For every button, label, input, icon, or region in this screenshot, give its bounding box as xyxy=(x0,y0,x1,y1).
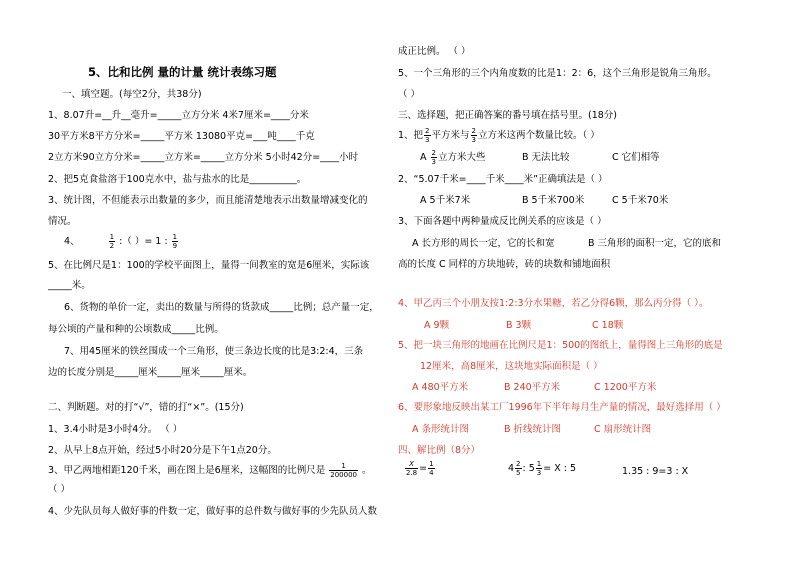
choice-1-fraction-2: $\frac{2}{3}$ xyxy=(471,127,476,144)
choice-4: 4、甲乙丙三个小朋友按1:2:3分水果糖，若乙分得6颗，那么丙分得（ ）。 xyxy=(398,298,709,309)
section-2-heading: 二、判断题。对的打“√”，错的打“×”。(15分) xyxy=(48,402,244,413)
judge-3-scale-fraction: $\frac{1}{200000}$ xyxy=(330,462,357,479)
choice-2-option-c: C 5千米70米 xyxy=(612,195,669,206)
choice-1-prefix: 1、把 xyxy=(398,130,424,141)
proportion-3: 1.35 : 9=3 : X xyxy=(622,466,689,477)
section-1-heading: 一、填空题。(每空2分，共38分) xyxy=(62,89,202,100)
q4-prefix: 4、 xyxy=(64,236,80,247)
judge-3-mark: 。 xyxy=(362,465,372,476)
proportion-2-fraction-2: $\frac{1}{3}$ xyxy=(536,460,542,477)
q6-line2: 每公顷的产量和种的公顷数成_____比例。 xyxy=(48,324,224,335)
choice-4-option-c: C 18颗 xyxy=(592,320,624,331)
judge-3 xyxy=(48,462,372,479)
choice-6: 6、要形象地反映出某工厂1996年下半年每月生产量的情况，最好选择用（ ） xyxy=(398,402,726,413)
choice-3-continued: 高的长度 C 同样的方块地砖，砖的块数和铺地面积 xyxy=(398,259,611,270)
choice-6-option-a: A 条形统计图 xyxy=(412,424,470,435)
q4-fraction-b: $\frac{1}{9}$ xyxy=(172,233,178,250)
proportion-1-lhs: $\frac{X}{2.8}$ xyxy=(406,460,418,477)
choice-6-option-c: C 扇形统计图 xyxy=(594,424,652,435)
choice-5-line2: 12厘米，高8厘米，这块地实际面积是（ ） xyxy=(420,361,603,372)
choice-4-option-b: B 3颗 xyxy=(506,320,532,331)
proportion-2-fraction-1: $\frac{2}{5}$ xyxy=(516,460,521,477)
judge-3-text: 3、甲乙两地相距120千米，画在图上是6厘米，这幅图的比例尺是 xyxy=(48,465,326,476)
judge-5-paren: （ ） xyxy=(398,89,421,100)
judge-3-paren: （ ） xyxy=(48,484,71,495)
proportion-1-rhs: $\frac{1}{4}$ xyxy=(429,460,434,477)
choice-2-option-a: A 5千米7米 xyxy=(420,195,471,206)
choice-6-option-b: B 折线统计图 xyxy=(504,424,562,435)
section-3-heading: 三、选择题，把正确答案的番号填在括号里。(18分) xyxy=(398,110,618,121)
q1-line3: 2立方米90立方分米=_____立方米=_____立方分米 5小时42分=____小时 xyxy=(48,152,359,163)
q2: 2、把5克食盐溶于100克水中，盐与盐水的比是__________。 xyxy=(48,174,307,185)
q5-line1: 5、在比例尺是1：100的学校平面图上，量得一间教室的宽是6厘米，实际该 xyxy=(48,260,370,271)
judge-2: 2、从早上8点开始，经过5小时20分是下午1点20分。 xyxy=(48,445,277,456)
q1-line2: 30平方米8平方分米=_____平方米 13080平克=___吨____千克 xyxy=(48,131,315,142)
choice-1-mid: 平方米与 xyxy=(431,130,470,141)
q3-line2: 情况。 xyxy=(48,216,77,227)
judge-4: 4、少先队员每人做好事的件数一定，做好事的总件数与做好事的少先队员人数 xyxy=(48,506,378,517)
choice-5-option-a: A 480平方米 xyxy=(412,382,469,393)
q4 xyxy=(64,233,179,250)
choice-3-option-b: B 三角形的面积一定，它的底和 xyxy=(588,238,722,249)
section-4-heading: 四、解比例（8分） xyxy=(398,445,481,456)
choice-5-line1: 5、把一块三角形的地画在比例尺是1：500的图纸上，量得图上三角形的底是 xyxy=(398,340,723,351)
q5-line2: _____米。 xyxy=(48,280,91,291)
choice-4-option-a: A 9颗 xyxy=(424,320,450,331)
choice-3-option-a: A 长方形的周长一定，它的长和宽 xyxy=(412,238,555,249)
choice-5-option-c: C 1200平方米 xyxy=(594,382,657,393)
choice-2-option-b: B 5千米700米 xyxy=(522,195,585,206)
choice-1-suffix: 立方米这两个数量比较。（ ） xyxy=(478,130,600,141)
choice-1 xyxy=(398,127,600,144)
q4-fraction-a: $\frac{1}{2}$ xyxy=(109,233,115,250)
page-title: 5、比和比例 量的计量 统计表练习题 xyxy=(88,65,277,79)
choice-1-option-a: A $\frac{2}{3}$ 立方米大些 xyxy=(420,149,486,166)
choice-1-option-a-fraction: $\frac{2}{3}$ xyxy=(431,149,436,166)
choice-1-fraction-1: $\frac{2}{3}$ xyxy=(425,127,430,144)
choice-1-option-b: B 无法比较 xyxy=(522,152,570,163)
q7-line1: 7、用45厘米的铁丝围成一个三角形，使三条边长度的比是3:2:4，三条 xyxy=(64,346,364,357)
proportion-1: $\frac{X}{2.8}$ = $\frac{1}{4}$ xyxy=(406,460,434,477)
judge-4-continued: 成正比例。 （ ） xyxy=(398,46,471,57)
q3-line1: 3、统计图，不但能表示出数量的多少，而且能清楚地表示出数量增减变化的 xyxy=(48,195,368,206)
proportion-2: 4 $\frac{2}{5}$ : 5 $\frac{1}{3}$ = X : 5 xyxy=(508,460,577,477)
choice-1-option-c: C 它们相等 xyxy=(612,152,660,163)
choice-5-option-b: B 240平方米 xyxy=(504,382,561,393)
choice-2: 2、“5.07千米=____千米____米”正确填法是（ ） xyxy=(398,174,608,185)
q6-line1: 6、货物的单价一定，卖出的数量与所得的货款成_____比例；总产量一定， xyxy=(64,302,379,313)
judge-1: 1、3.4小时是3小时4分。 （ ） xyxy=(48,424,183,435)
choice-3: 3、下面各题中两种量成反比例关系的应该是（ ） xyxy=(398,216,607,227)
q1-line1: 1、8.07升=__升__毫升=_____立方分米 4米7厘米=____分米 xyxy=(48,110,309,121)
q4-mid: :（ ）= 1 : xyxy=(119,236,168,247)
q7-line2: 边的长度分别是_____厘米_____厘米_____厘米。 xyxy=(48,367,253,378)
judge-5: 5、一个三角形的三个内角度数的比是1：2：6，这个三角形是锐角三角形。 xyxy=(398,68,717,79)
